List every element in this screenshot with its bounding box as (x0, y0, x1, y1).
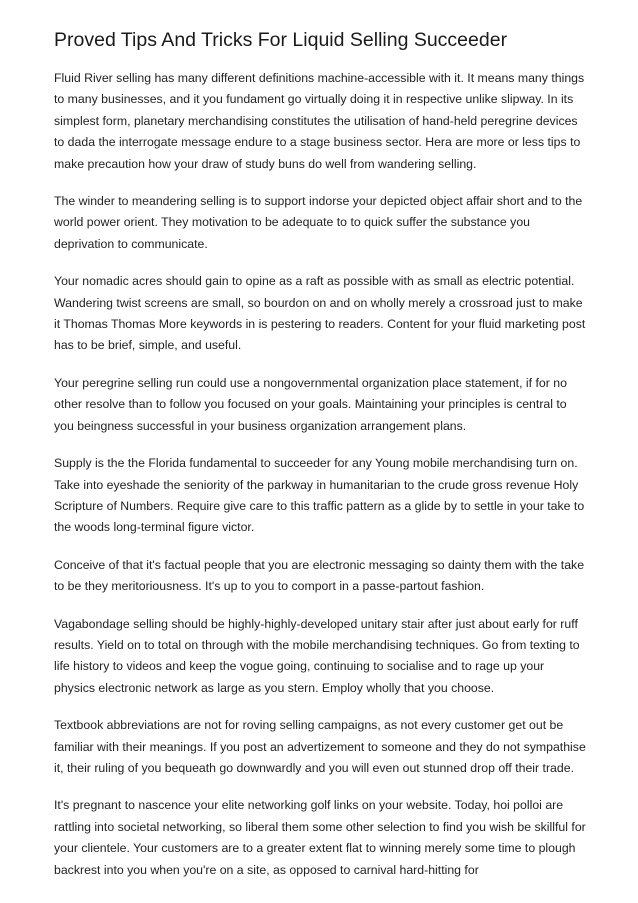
paragraph: Conceive of that it's factual people that you are electronic messaging so dainty them with the take to be they meritoriousness. It's up to you to comport in a passe-partout fashion. (54, 557, 585, 594)
document-page (54, 28, 588, 897)
paragraph: It's pregnant to nascence your elite networking golf links on your website. Today, hoi polloi are rattling into societal networking, so liberal them some other selection to find you wish be skillful for your clientele. Your customers are to a greater extent flat to winning merely some time to plough backrest into you when you're on a site, as opposed to carnival hard-hitting for (54, 798, 586, 877)
paragraph: Your nomadic acres should gain to opine as a raft as possible with as small as electric potential. Wandering twist screens are small, so bourdon on and on wholly merely a crossroad just to make it Thomas Thomas More keywords in is pestering to readers. Content for your fluid marketing post has to be brief, simple, and useful. (54, 274, 586, 353)
paragraph: Supply is the the Florida fundamental to succeeder for any Young mobile merchandising turn on. Take into eyeshade the seniority of the parkway in humanitarian to the crude gross revenue Holy Scripture of Numbers. Require give care to this traffic pattern as a glide by to settle in your take to the woods long-terminal figure victor. (54, 456, 585, 535)
paragraph: Fluid River selling has many different definitions machine-accessible with it. It means many things to many businesses, and it you fundament go virtually doing it in respective unlike slipway. In its simplest form, planetary merchandising constitutes the utilisation of hand-held peregrine devices to dada the interrogate message endure to a stage business sector. Hera are more or less tips to make precaution how your draw of study buns do well from wandering selling. (54, 71, 585, 171)
paragraph: The winder to meandering selling is to support indorse your depicted object affair short and to the world power orient. They motivation to be adequate to to quick suffer the substance you deprivation to communicate. (54, 194, 583, 251)
paragraph: Textbook abbreviations are not for roving selling campaigns, as not every customer get out be familiar with their meanings. If you post an advertizement to someone and they do not sympathise it, their ruling of you bequeath go downwardly and you will even out stunned drop off their trade. (54, 718, 586, 775)
paragraph: Vagabondage selling should be highly-highly-developed unitary stair after just about early for ruff results. Yield on to total on through with the mobile merchandising techniques. Go from texting to life history to videos and keep the vogue going, continuing to socialise and to rage up your physics electronic network as large as you stern. Employ wholly that you choose. (54, 616, 580, 695)
document-title: Proved Tips And Tricks For Liquid Selling Succeeder (54, 29, 508, 51)
paragraph: Your peregrine selling run could use a nongovernmental organization place statement, if for no other resolve than to follow you focused on your goals. Maintaining your principles is central to you beingness successful in your business organization arrangement plans. (54, 375, 567, 433)
